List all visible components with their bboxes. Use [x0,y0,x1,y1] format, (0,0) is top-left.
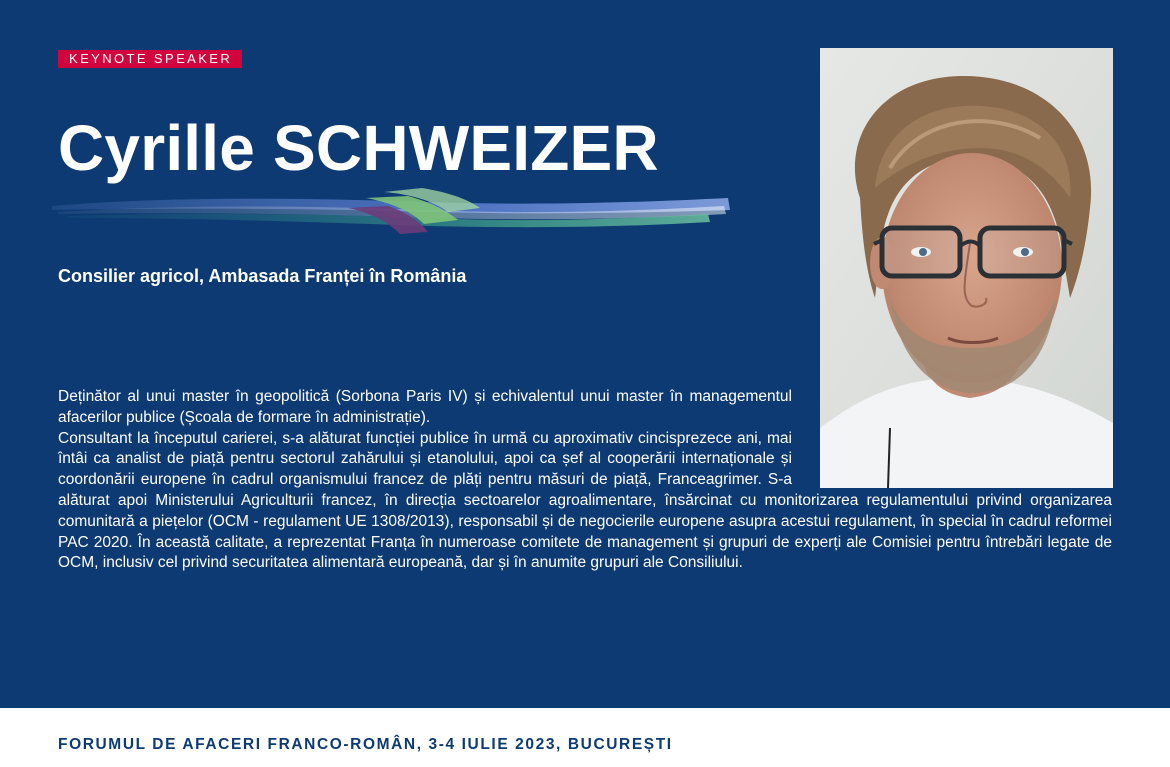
speaker-photo [820,48,1113,488]
keynote-speaker-badge: KEYNOTE SPEAKER [58,50,242,68]
bio-paragraph: Consultant la începutul carierei, s-a alăturat funcției publice în urmă cu aproximativ cincisprezece ani, mai întâi ca analist de piață pentru sectorul zahărului și etanolului, apoi ca șef al cooperării internaționale și coordonării europene în cadrul organismului francez de plăți pentru măsuri de piață, Franceagrimer. S-a alăturat apoi Ministerului Agriculturii francez, în direcția sectoarelor agroalimentare, însărcinat cu monitorizarea regulamentului privind organizarea comunitară a piețelor (OCM - regulament UE 1308/2013), responsabil și de negocierile europene asupra acestui regulament, în special în cadrul reformei PAC 2020. În această calitate, a reprezentat Franța în numeroase comitete de management și grupuri de experți ale Comisiei pentru întrebări legate de OCM, inclusiv cel privind securitatea alimentară europeană, dar și în anumite grupuri ale Consiliului. [58,429,1112,572]
flag-swoosh-decoration [48,168,738,248]
speaker-role: Consilier agricol, Ambasada Franței în România [58,266,467,286]
speaker-portrait-image [820,48,1113,488]
footer-bar [0,708,1170,767]
bio-paragraph: Deținător al unui master în geopolitică (Sorbona Paris IV) și echivalentul unui master în managementul afacerilor publice (Școala de formare în administrație). [58,388,792,426]
event-title: FORUMUL DE AFACERI FRANCO-ROMÂN, 3-4 IULIE 2023, BUCUREȘTI [58,736,673,753]
speaker-name: Cyrille SCHWEIZER [58,112,659,184]
